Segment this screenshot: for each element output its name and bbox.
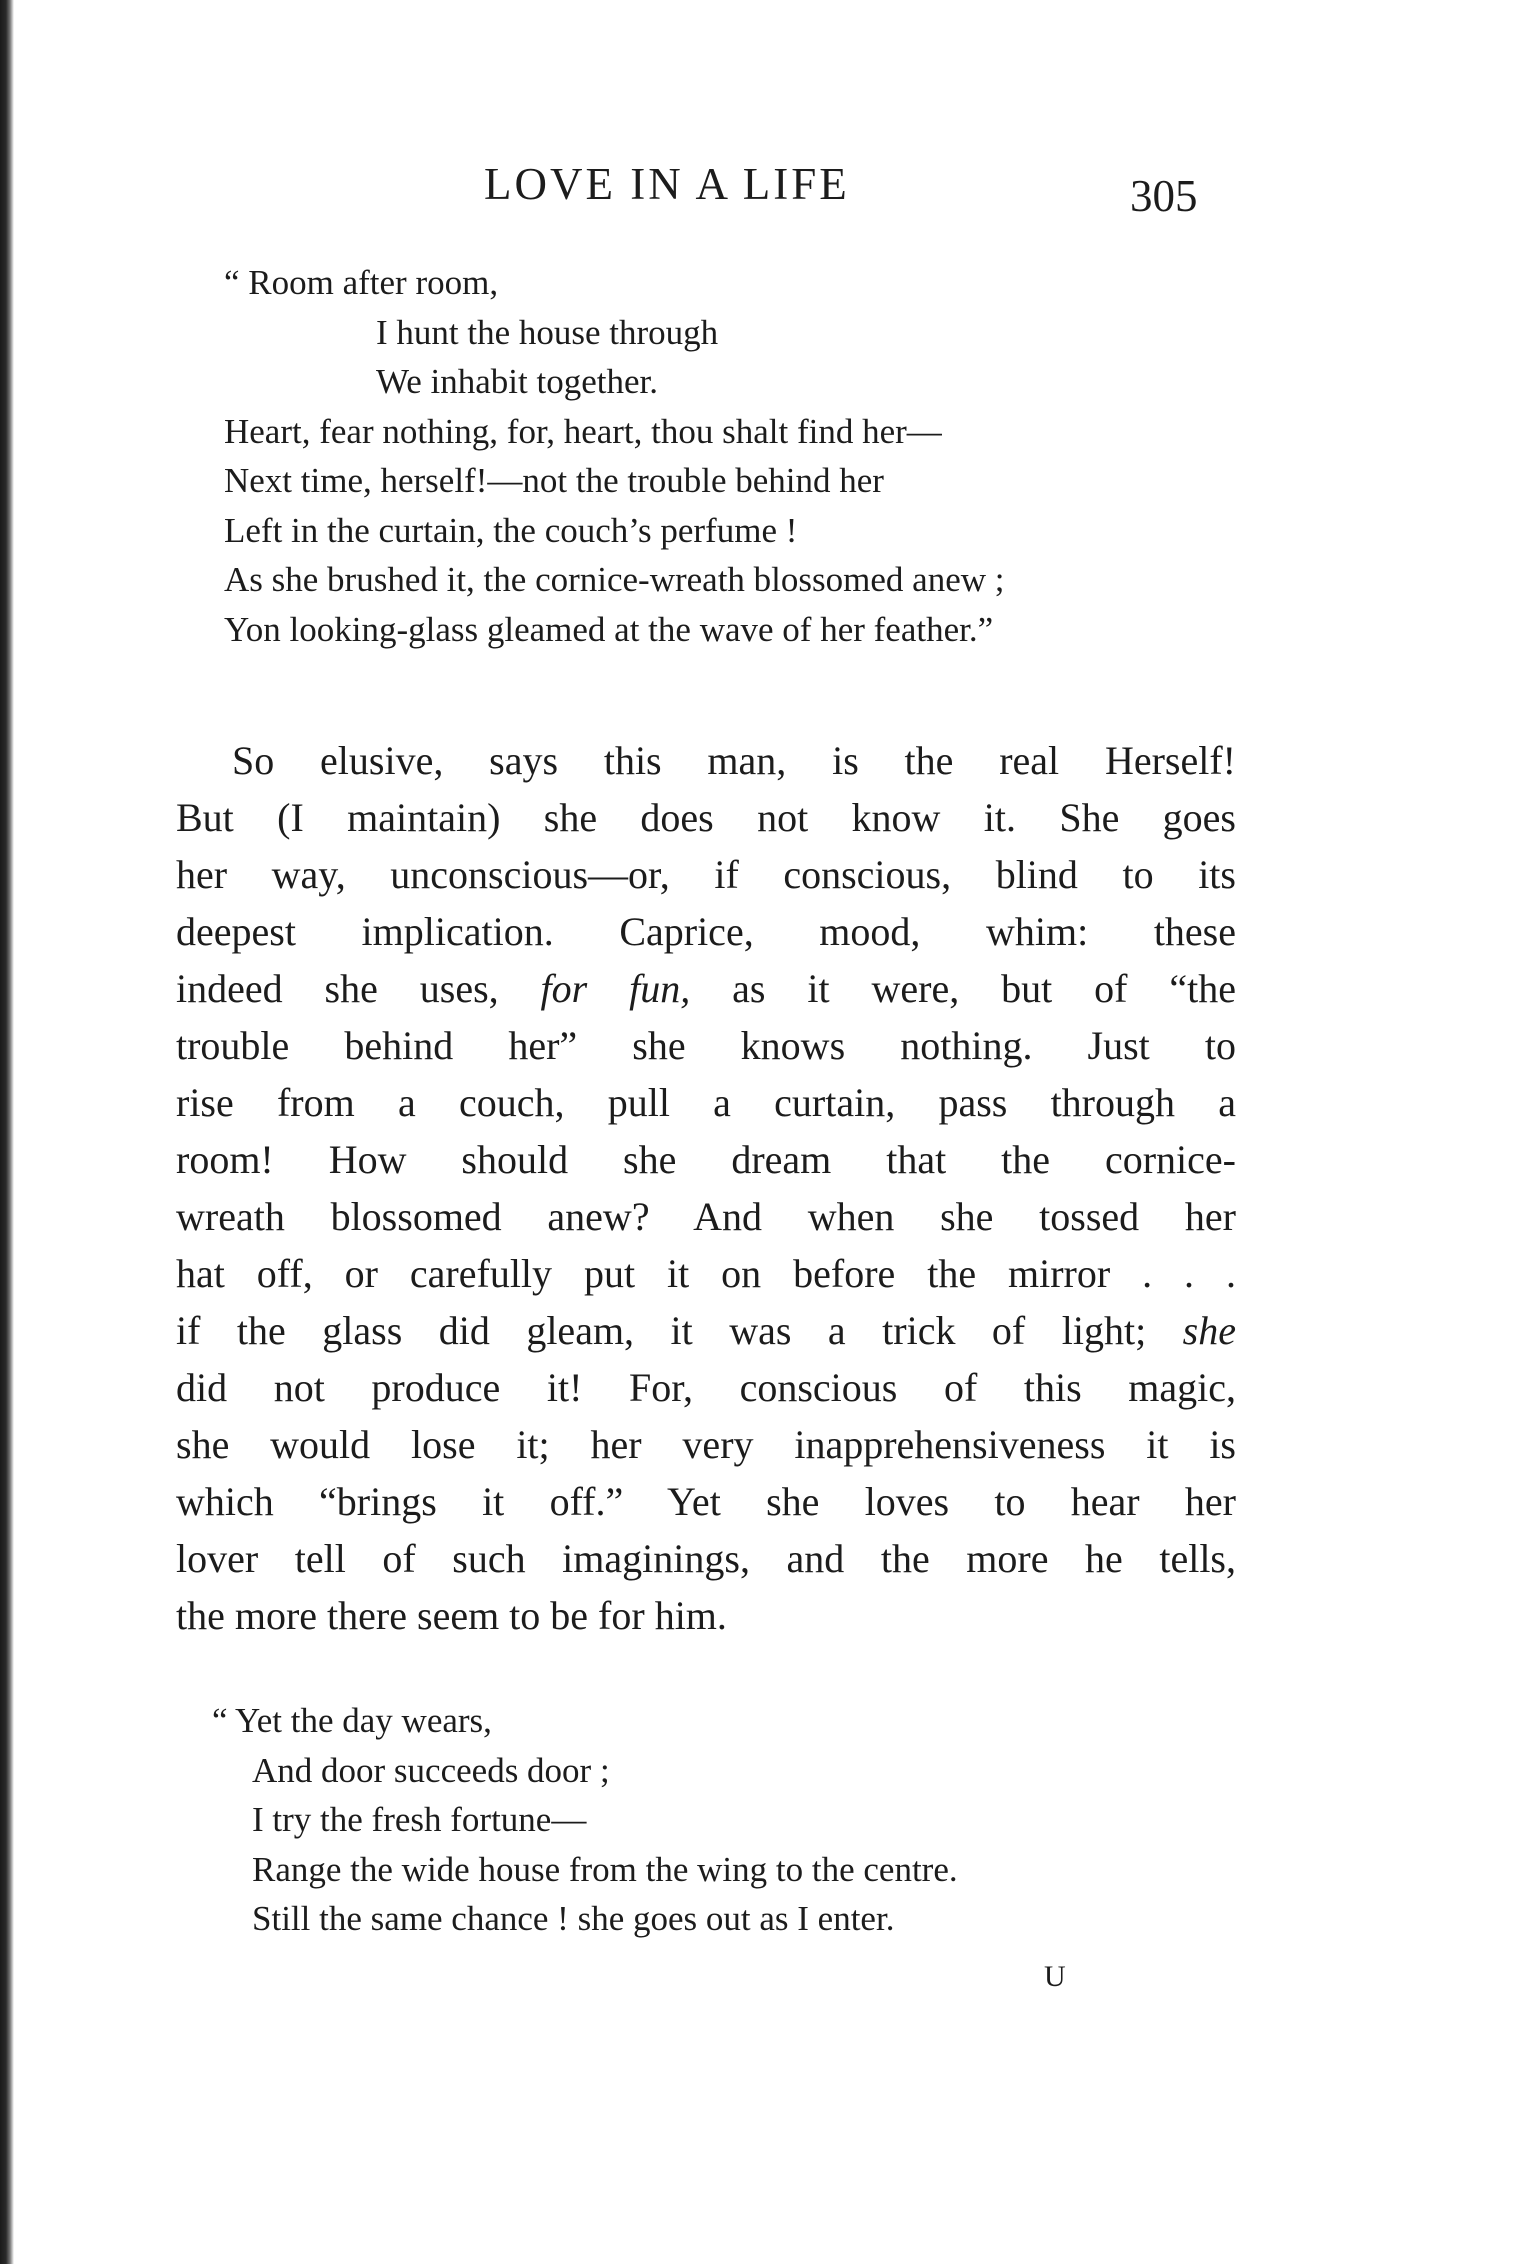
verse-quotation-1 [224,258,1004,654]
prose-line: her way, unconscious—or, if conscious, blind to its [176,852,1236,897]
italic-phrase: for fun, [540,966,691,1011]
verse-line: Range the wide house from the wing to the centre. [252,1849,958,1889]
verse-line: We inhabit together. [376,362,658,401]
signature-mark: U [1044,1960,1066,1993]
italic-word: she [1182,1308,1236,1353]
verse-line: “ Yet the day wears, [212,1701,492,1740]
verse-line: I try the fresh fortune— [252,1800,587,1839]
prose-line: But (I maintain) she does not know it. She goes [176,795,1236,840]
prose-line [176,960,1236,1017]
prose-line: did not produce it! For, conscious of this magic, [176,1365,1236,1410]
running-title: LOVE IN A LIFE [484,159,850,209]
verse-quotation-2 [212,1696,958,1944]
verse-line: Heart, fear nothing, for, heart, thou shalt find her— [224,411,942,451]
verse-line: And door succeeds door ; [252,1750,610,1790]
prose-line: deepest implication. Caprice, mood, whim: these [176,909,1236,954]
binding-edge [0,0,14,2264]
verse-line: “ Room after room, [224,263,499,302]
page-number: 305 [1130,171,1198,221]
page-header [0,158,1514,221]
prose-text: if the glass did gleam, it was a trick of light; [176,1308,1147,1353]
verse-line: As she brushed it, the cornice-wreath blossomed anew ; [224,560,1005,599]
prose-line: which “brings it off.” Yet she loves to hear her [176,1479,1236,1524]
prose-line: she would lose it; her very inapprehensiveness it is [176,1422,1236,1467]
prose-line: rise from a couch, pull a curtain, pass through a [176,1080,1236,1125]
verse-line: Next time, herself!—not the trouble behind her [224,461,884,500]
prose-line: wreath blossomed anew? And when she tossed her [176,1194,1236,1239]
prose-line [176,1302,1236,1359]
prose-line: trouble behind her” she knows nothing. Just to [176,1023,1236,1068]
prose-line: the more there seem to be for him. [176,1593,727,1638]
prose-text: as it were, but of “the [732,966,1236,1011]
verse-line: Left in the curtain, the couch’s perfume ! [224,510,798,550]
verse-line: Still the same chance ! she goes out as I enter. [252,1899,895,1938]
prose-line: lover tell of such imaginings, and the more he tells, [176,1536,1236,1581]
prose-line: So elusive, says this man, is the real Herself! [232,738,1236,783]
verse-line: Yon looking-glass gleamed at the wave of her feather.” [224,609,994,649]
prose-line: room! How should she dream that the cornice- [176,1137,1236,1182]
prose-text: indeed she uses, [176,966,499,1011]
prose-paragraph [176,732,1236,1644]
verse-line: I hunt the house through [376,312,719,352]
prose-line: hat off, or carefully put it on before the mirror . . . [176,1251,1236,1296]
